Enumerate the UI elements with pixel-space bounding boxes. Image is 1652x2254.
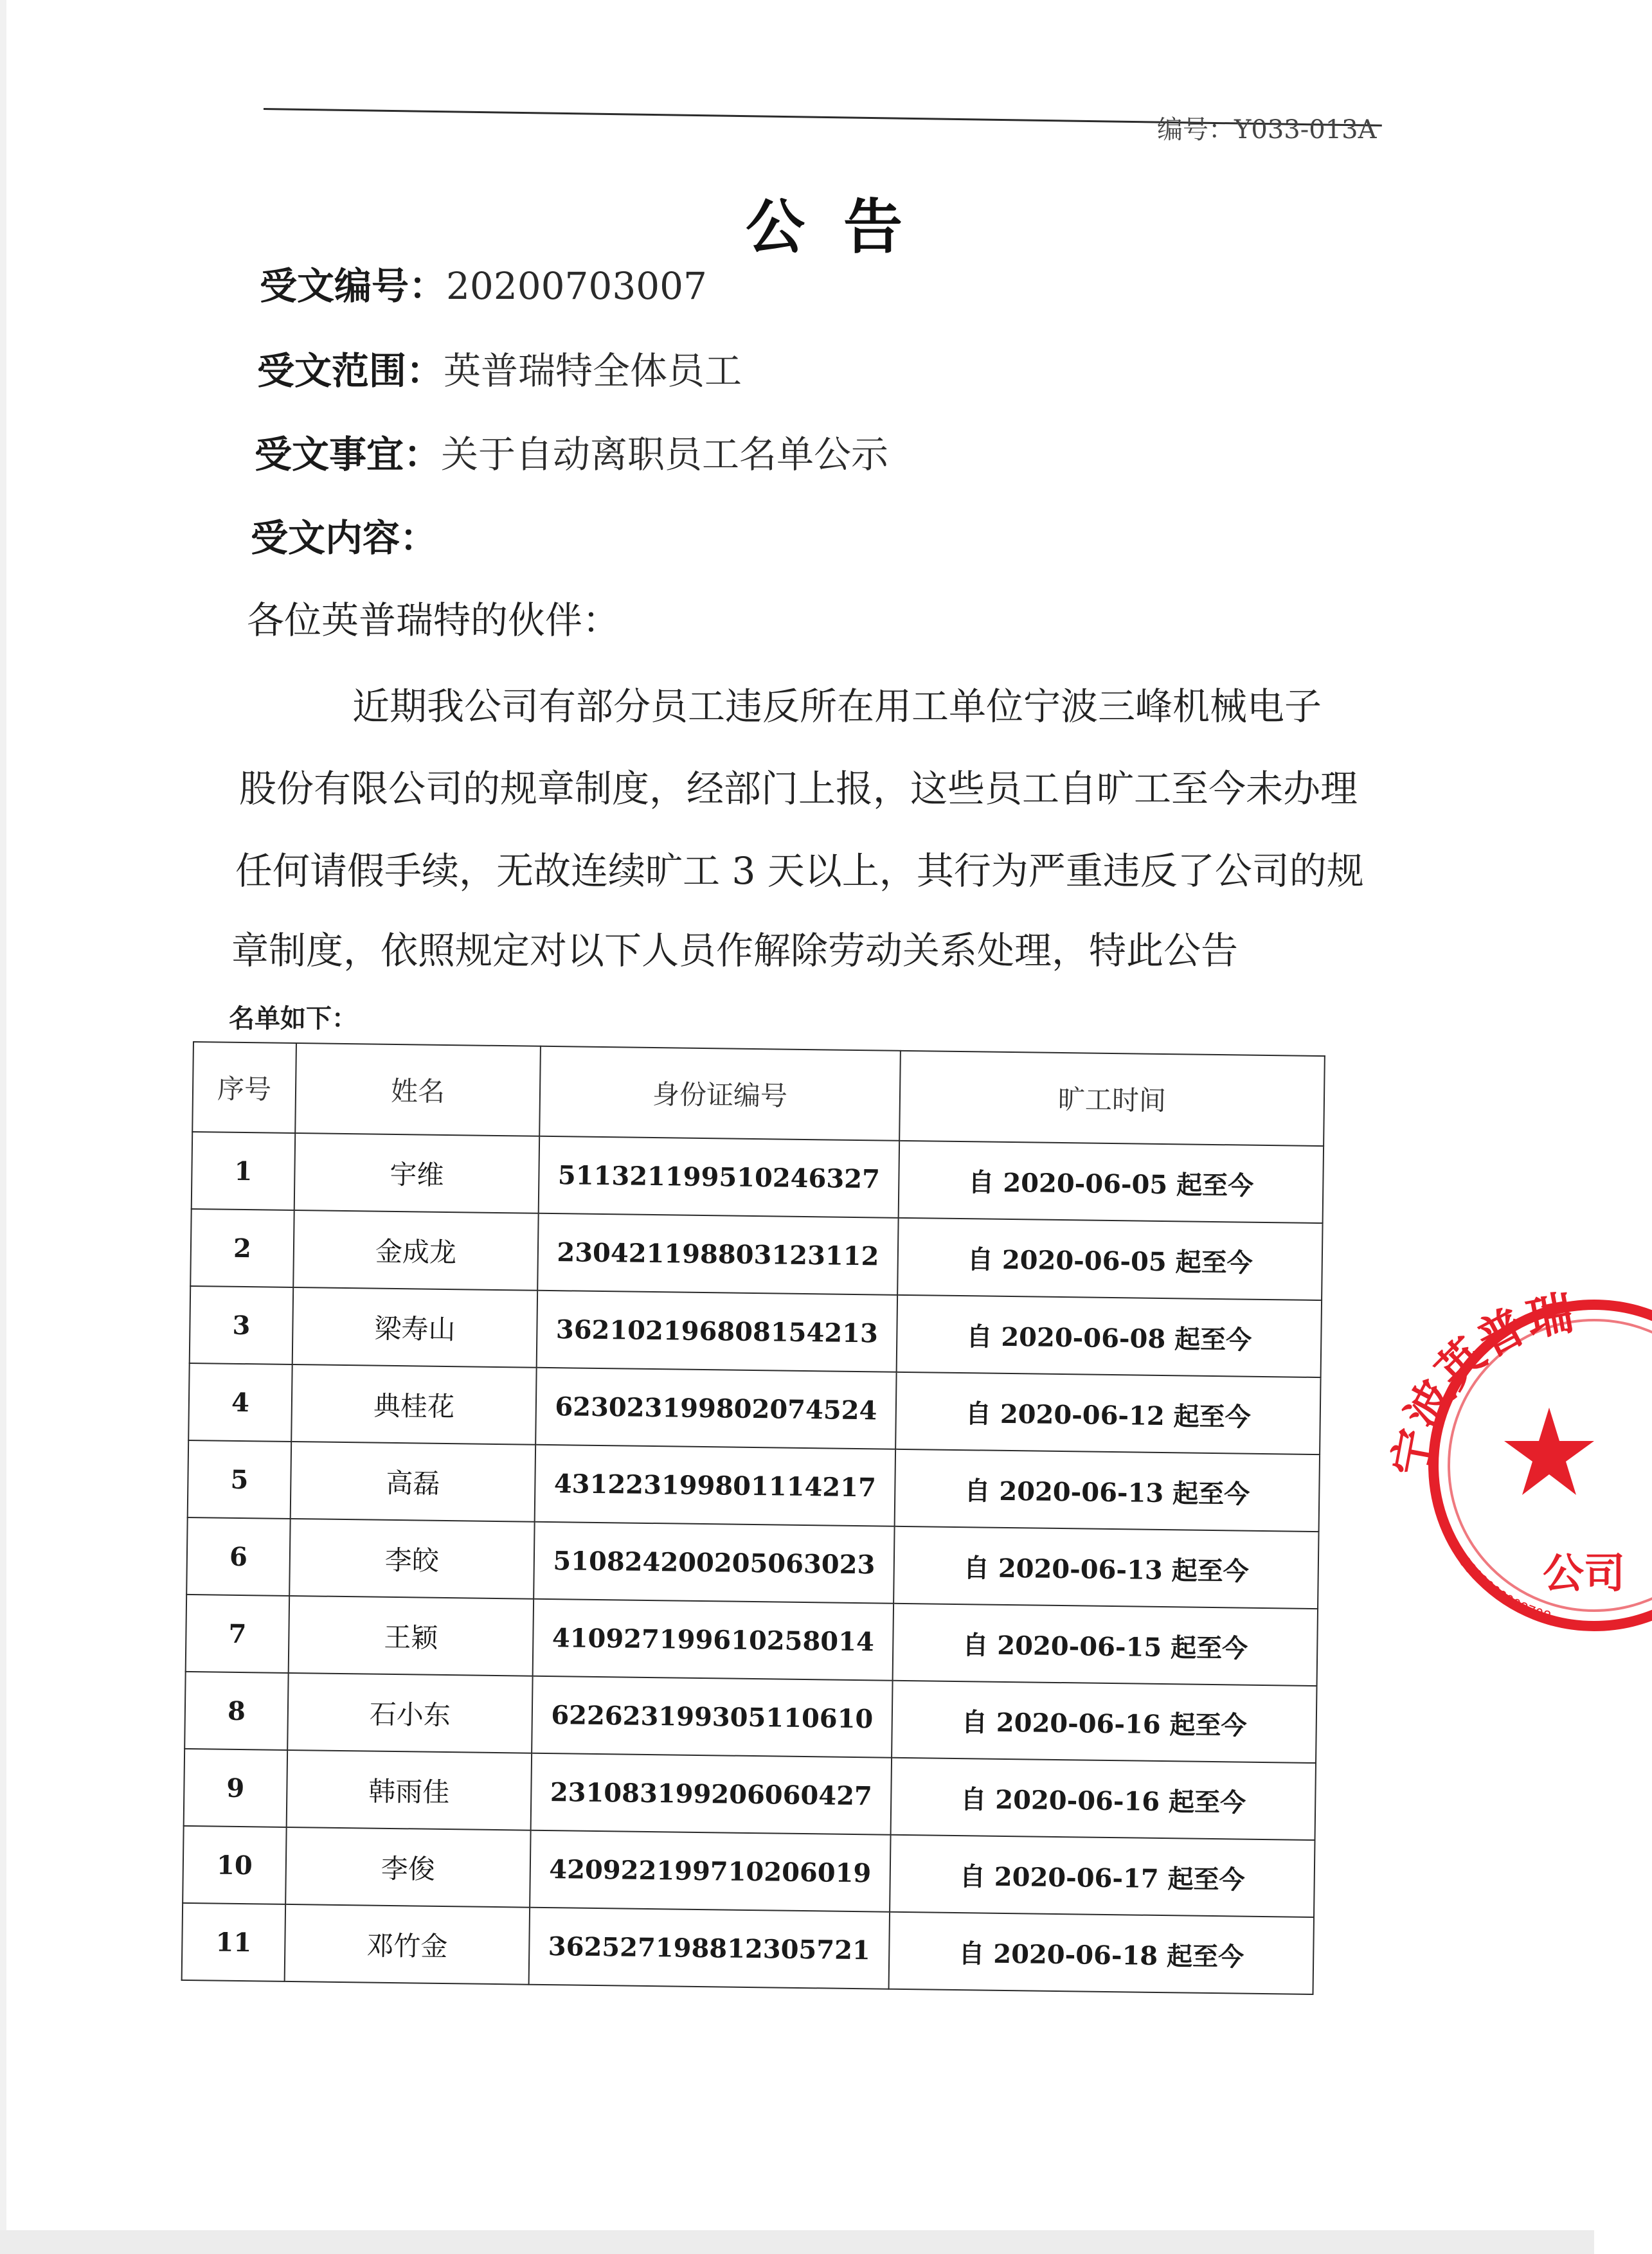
row-period: 自 2020-06-13 起至今 [895,1449,1320,1532]
header-id: 身份证编号 [539,1046,901,1141]
row-name: 金成龙 [293,1210,538,1291]
body-line: 近期我公司有部分员工违反所在用工单位宁波三峰机械电子 [352,684,1322,728]
row-name: 邓竹金 [285,1904,530,1985]
row-no: 11 [182,1903,285,1981]
row-no: 2 [190,1209,294,1287]
table-row [190,1286,1322,1377]
company-seal [1382,1285,1652,1632]
absentee-table [181,1041,1325,1995]
field-label: 受文内容： [251,516,438,560]
table-row [182,1903,1314,1994]
row-period: 自 2020-06-05 起至今 [899,1141,1324,1223]
row-name: 石小东 [287,1673,532,1753]
row-period: 自 2020-06-16 起至今 [892,1681,1316,1763]
table-row [192,1132,1324,1223]
row-name: 李皎 [289,1519,534,1599]
body-line: 任何请假手续，无故连续旷工 3 天以上，其行为严重违反了公司的规 [235,849,1364,893]
table-row [184,1749,1316,1840]
table-row [190,1209,1322,1300]
field-scope [257,341,742,395]
row-id: 362527198812305721 [529,1908,890,1989]
row-name: 梁寿山 [292,1287,537,1368]
row-period: 自 2020-06-05 起至今 [897,1218,1322,1300]
row-id: 231083199206060427 [531,1753,892,1835]
row-name: 宇维 [294,1133,539,1213]
row-period: 自 2020-06-08 起至今 [897,1295,1322,1377]
seal-star-icon [1504,1408,1594,1495]
field-subject [255,424,888,478]
field-value: 英普瑞特全体员工 [444,349,742,393]
row-id: 410927199610258014 [533,1599,893,1681]
row-name: 高磊 [291,1442,535,1522]
header-name: 姓名 [295,1043,541,1136]
seal-bottom-text: 公司 [1543,1550,1625,1598]
row-name: 典桂花 [291,1364,536,1445]
scan-edge-bottom [0,2230,1594,2254]
field-label: 受文事宜： [255,433,442,476]
greeting: 各位英普瑞特的伙伴： [247,598,620,642]
row-no: 5 [188,1440,291,1519]
body-line: 章制度，依照规定对以下人员作解除劳动关系处理，特此公告 [231,929,1239,972]
row-name: 李俊 [285,1827,530,1908]
list-caption: 名单如下： [229,1003,357,1033]
table-row [186,1595,1318,1686]
row-name: 王颖 [289,1596,534,1676]
row-no: 9 [184,1749,287,1827]
row-id: 420922199710206019 [530,1830,890,1912]
field-label: 受文编号： [260,264,447,308]
row-id: 230421198803123112 [537,1213,898,1295]
row-no: 1 [192,1132,295,1210]
scan-edge-left [0,0,6,2254]
table-row [188,1440,1320,1532]
row-id: 362102196808154213 [537,1291,897,1372]
row-no: 4 [188,1363,292,1442]
row-period: 自 2020-06-18 起至今 [889,1912,1314,1994]
seal-code: 3302900008708 [1456,1554,1553,1626]
doc-title: 公告 [746,192,942,262]
row-id: 623023199802074524 [535,1368,896,1449]
header-period: 旷工时间 [899,1051,1325,1146]
row-id: 510824200205063023 [534,1522,894,1604]
field-label: 受文范围： [257,349,444,393]
seal-text: 宁波英普瑞 [1383,1285,1578,1480]
row-no: 10 [183,1826,286,1904]
row-period: 自 2020-06-13 起至今 [893,1526,1318,1609]
body-line: 股份有限公司的规章制度，经部门上报，这些员工自旷工至今未办理 [239,767,1358,810]
row-no: 8 [184,1672,288,1750]
row-id: 622623199305110610 [532,1676,892,1758]
field-content [251,508,437,562]
field-value: 20200703007 [446,264,707,308]
row-id: 511321199510246327 [539,1136,899,1218]
header-no: 序号 [192,1042,296,1133]
table-row [186,1517,1318,1609]
table-row [184,1672,1316,1763]
row-no: 6 [186,1517,290,1596]
row-period: 自 2020-06-17 起至今 [890,1835,1315,1917]
row-period: 自 2020-06-16 起至今 [891,1758,1316,1840]
row-no: 3 [190,1286,293,1364]
table-row [188,1363,1320,1454]
table-row [183,1826,1315,1917]
field-doc-id [260,256,707,310]
row-no: 7 [186,1595,289,1673]
field-value: 关于自动离职员工名单公示 [441,433,889,476]
row-name: 韩雨佳 [287,1750,532,1830]
doc-number: 编号：Y033-013A [1157,115,1377,145]
table-header-row [192,1042,1325,1146]
row-period: 自 2020-06-12 起至今 [895,1372,1320,1454]
row-id: 431223199801114217 [535,1445,895,1526]
row-period: 自 2020-06-15 起至今 [893,1604,1318,1686]
